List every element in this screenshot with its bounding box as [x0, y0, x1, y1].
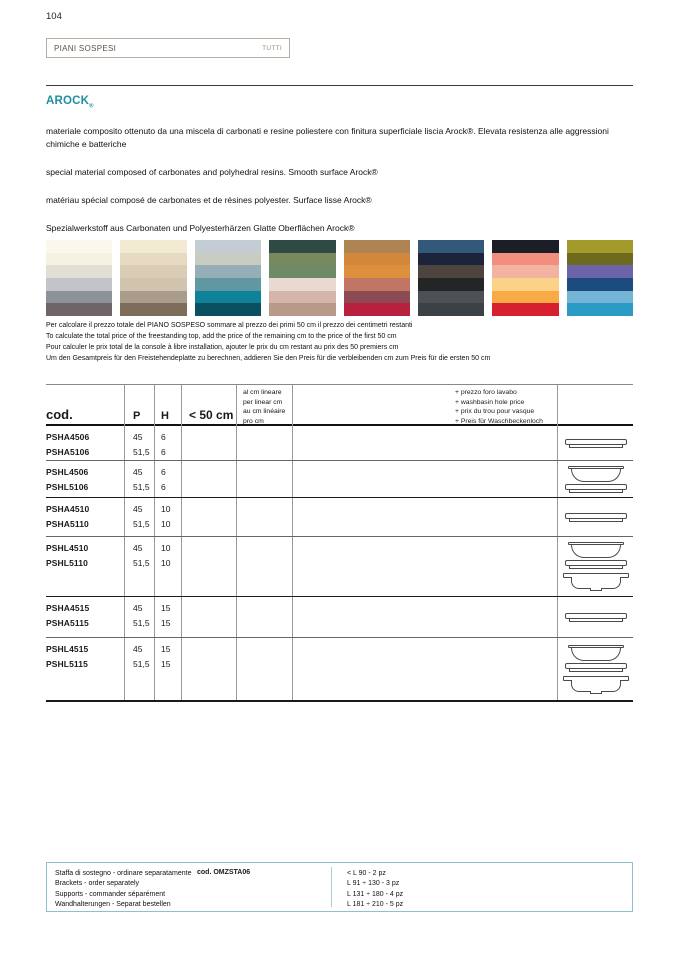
depth-value: 45	[133, 603, 143, 613]
color-swatch	[567, 278, 633, 291]
product-code: PSHA4510	[46, 504, 90, 514]
swatch-column-palette-7	[492, 240, 558, 316]
cod-cell	[46, 537, 125, 596]
price-under-50cm-cell	[182, 498, 237, 536]
category-box	[46, 38, 290, 58]
product-code: PSHA5110	[46, 519, 89, 529]
color-swatch	[46, 265, 112, 278]
height-cell	[155, 498, 182, 536]
bracket-note-line: Brackets - order separately	[55, 880, 140, 888]
height-value: 6	[161, 482, 166, 492]
price-per-linear-cm-cell	[237, 426, 293, 460]
table-row	[46, 596, 633, 637]
description-italian: materiale composito ottenuto da una miscela di carbonati e resine poliestere con finitura superficiale liscia Arock®. Elevata resistenza alle aggressioni chimiche e batteriche	[46, 126, 609, 149]
bracket-quantities	[347, 869, 403, 910]
product-code: PSHL4515	[46, 644, 89, 654]
top-slab-drawing	[565, 439, 627, 448]
color-swatch	[492, 253, 558, 266]
swatch-column-palette-4	[269, 240, 335, 316]
price-per-linear-cm-cell	[237, 638, 293, 700]
cod-cell	[46, 597, 125, 637]
color-swatch	[269, 278, 335, 291]
color-swatch	[269, 291, 335, 304]
color-swatch	[269, 253, 335, 266]
color-swatch	[195, 253, 261, 266]
washbasin-hole-line: + prix du trou pour vasque	[455, 408, 535, 415]
color-swatch	[567, 291, 633, 304]
bowl-body	[571, 545, 621, 558]
color-swatch	[269, 240, 335, 253]
color-swatch	[46, 303, 112, 316]
product-code: PSHL4506	[46, 467, 89, 477]
swatch-column-palette-5	[344, 240, 410, 316]
drawing-cell	[558, 537, 633, 596]
countertop-basin-drawing	[565, 542, 627, 569]
product-title	[46, 95, 94, 109]
column-header-depth: P	[125, 385, 155, 426]
undermount-basin-drawing	[563, 573, 629, 591]
height-cell	[155, 461, 182, 497]
column-header-cod: cod.	[46, 385, 125, 426]
color-swatch	[46, 253, 112, 266]
washbasin-hole-line: + washbasin hole price	[455, 398, 525, 406]
product-code: PSHA4515	[46, 603, 90, 613]
price-per-linear-cm-cell	[237, 537, 293, 596]
product-code: PSHL4510	[46, 543, 89, 553]
section-rule	[46, 85, 633, 86]
depth-cell	[125, 597, 155, 637]
price-under-50cm-cell	[182, 638, 237, 700]
color-swatch	[344, 253, 410, 266]
drain-notch	[590, 691, 602, 694]
product-code: PSHA4506	[46, 432, 90, 442]
washbasin-hole-price-cell	[293, 498, 558, 536]
bracket-note-line: Supports - commander séparément	[55, 890, 166, 898]
product-code: PSHA5106	[46, 447, 90, 457]
color-swatch	[120, 303, 186, 316]
brackets-notes	[55, 869, 191, 910]
depth-value: 51,5	[133, 519, 150, 529]
pricing-note-line: Per calcolare il prezzo totale del PIANO SOSPESO sommare al prezzo dei primi 50 cm il prezzo dei centimetri restanti	[46, 322, 413, 329]
depth-cell	[125, 498, 155, 536]
color-swatch	[344, 240, 410, 253]
drawing-cell	[558, 638, 633, 700]
swatch-column-palette-2	[120, 240, 186, 316]
color-swatch	[567, 303, 633, 316]
cod-cell	[46, 498, 125, 536]
depth-cell	[125, 638, 155, 700]
cod-cell	[46, 461, 125, 497]
depth-value: 51,5	[133, 659, 150, 669]
price-under-50cm-cell	[182, 597, 237, 637]
height-value: 6	[161, 447, 166, 457]
bracket-quantity-line: L 91 ÷ 130 - 3 pz	[347, 880, 400, 888]
top-slab-drawing	[565, 613, 627, 622]
color-swatch	[567, 265, 633, 278]
undermount-basin-drawing	[563, 676, 629, 694]
color-swatch	[344, 303, 410, 316]
color-swatch	[120, 240, 186, 253]
washbasin-hole-line: + prezzo foro lavabo	[455, 389, 517, 396]
drawing-cell	[558, 461, 633, 497]
slab-underside	[569, 445, 623, 448]
color-swatch	[46, 240, 112, 253]
table-row	[46, 497, 633, 536]
swatch-column-palette-1	[46, 240, 112, 316]
bracket-quantity-line: < L 90 - 2 pz	[347, 870, 386, 877]
color-swatch	[120, 253, 186, 266]
table-row	[46, 460, 633, 497]
bracket-quantity-line: L 131 ÷ 180 - 4 pz	[347, 890, 404, 898]
linear-cm-line: au cm linéaire	[243, 408, 286, 415]
table-row	[46, 426, 633, 460]
bowl-body	[571, 469, 621, 482]
bracket-code: cod. OMZSTA06	[197, 869, 251, 876]
column-header-height: H	[155, 385, 182, 426]
height-value: 15	[161, 618, 171, 628]
height-value: 15	[161, 644, 171, 654]
bracket-quantity-line: L 181 ÷ 210 - 5 pz	[347, 900, 404, 908]
washbasin-hole-price-cell	[293, 461, 558, 497]
cod-cell	[46, 638, 125, 700]
color-swatch	[418, 265, 484, 278]
color-swatch	[269, 265, 335, 278]
color-swatch	[418, 253, 484, 266]
brackets-info-box	[46, 862, 633, 912]
page-number: 104	[46, 11, 62, 22]
table-body	[46, 426, 633, 700]
color-swatch	[46, 291, 112, 304]
height-value: 10	[161, 558, 171, 568]
product-code: PSHL5106	[46, 482, 89, 492]
height-value: 10	[161, 543, 171, 553]
pricing-note-line: To calculate the total price of the freestanding top, add the price of the remaining cm to the price of the first 50 cm	[46, 333, 397, 340]
column-header-under-50cm: < 50 cm	[182, 385, 237, 426]
height-cell	[155, 597, 182, 637]
description-english: special material composed of carbonates and polyhedral resins. Smooth surface Arock®	[46, 167, 378, 177]
color-swatch	[195, 291, 261, 304]
description-french: matériau spécial composé de carbonates et de résines polyester. Surface lisse Arock®	[46, 195, 372, 205]
swatch-column-palette-3	[195, 240, 261, 316]
slab-underside	[569, 490, 623, 493]
color-swatch	[120, 291, 186, 304]
bracket-note-line: Wandhalterungen - Separat bestellen	[55, 900, 171, 908]
drawing-cell	[558, 426, 633, 460]
color-swatch	[120, 278, 186, 291]
color-swatch	[195, 278, 261, 291]
color-swatch	[492, 303, 558, 316]
category-title: PIANI SOSPESI	[54, 43, 117, 53]
slab-underside	[569, 669, 623, 672]
swatch-column-palette-6	[418, 240, 484, 316]
height-cell	[155, 638, 182, 700]
column-header-per-linear-cm	[237, 385, 293, 426]
slab-underside	[569, 619, 623, 622]
depth-cell	[125, 426, 155, 460]
color-swatch	[46, 278, 112, 291]
linear-cm-line: per linear cm	[243, 398, 283, 406]
color-swatch	[418, 303, 484, 316]
product-code: PSHL5110	[46, 558, 88, 568]
bracket-note-line: Staffa di sostegno - ordinare separatamente	[55, 870, 192, 877]
depth-value: 45	[133, 504, 143, 514]
product-code: PSHA5115	[46, 618, 89, 628]
color-swatch	[567, 240, 633, 253]
table-row	[46, 536, 633, 596]
color-swatch	[120, 265, 186, 278]
color-swatch	[567, 253, 633, 266]
depth-value: 45	[133, 432, 143, 442]
price-per-linear-cm-cell	[237, 498, 293, 536]
color-swatch	[195, 265, 261, 278]
color-swatch-grid	[46, 240, 633, 316]
washbasin-hole-price-cell	[293, 426, 558, 460]
table-header-row	[46, 385, 633, 426]
price-per-linear-cm-cell	[237, 597, 293, 637]
depth-value: 51,5	[133, 558, 150, 568]
product-name: AROCK	[46, 95, 90, 107]
height-cell	[155, 426, 182, 460]
color-swatch	[492, 240, 558, 253]
depth-value: 45	[133, 644, 143, 654]
linear-cm-line: pro cm	[243, 417, 264, 425]
color-swatch	[418, 240, 484, 253]
depth-cell	[125, 537, 155, 596]
price-under-50cm-cell	[182, 537, 237, 596]
color-swatch	[492, 291, 558, 304]
color-swatch	[492, 265, 558, 278]
color-swatch	[269, 303, 335, 316]
price-under-50cm-cell	[182, 426, 237, 460]
color-swatch	[344, 265, 410, 278]
pricing-note-line: Pour calculer le prix total de la console à libre installation, ajouter le prix du cm restant au prix des 50 premiers cm	[46, 344, 399, 351]
height-value: 10	[161, 504, 171, 514]
column-header-drawings	[558, 385, 633, 426]
category-scope-label: TUTTI	[262, 44, 282, 52]
footer-divider	[331, 867, 332, 907]
top-slab-drawing	[565, 513, 627, 522]
drawing-cell	[558, 597, 633, 637]
price-per-linear-cm-cell	[237, 461, 293, 497]
color-swatch	[195, 240, 261, 253]
depth-value: 51,5	[133, 447, 150, 457]
table-row	[46, 637, 633, 700]
height-value: 15	[161, 603, 171, 613]
linear-cm-line: al cm lineare	[243, 389, 282, 396]
color-swatch	[344, 278, 410, 291]
drain-notch	[590, 588, 602, 591]
color-swatch	[195, 303, 261, 316]
product-code: PSHL5115	[46, 659, 88, 669]
registered-mark: ®	[89, 103, 94, 110]
pricing-notes	[46, 320, 633, 364]
height-value: 6	[161, 467, 166, 477]
countertop-basin-drawing	[565, 466, 627, 493]
price-under-50cm-cell	[182, 461, 237, 497]
color-swatch	[344, 291, 410, 304]
washbasin-hole-price-cell	[293, 537, 558, 596]
cod-cell	[46, 426, 125, 460]
color-swatch	[492, 278, 558, 291]
depth-value: 51,5	[133, 618, 150, 628]
slab-underside	[569, 566, 623, 569]
depth-cell	[125, 461, 155, 497]
swatch-column-palette-8	[567, 240, 633, 316]
drawing-cell	[558, 498, 633, 536]
column-header-washbasin-hole	[293, 385, 558, 426]
color-swatch	[418, 278, 484, 291]
price-table	[46, 384, 633, 702]
color-swatch	[418, 291, 484, 304]
pricing-note-line: Um den Gesamtpreis für den Freistehendeplatte zu berechnen, addieren Sie den Preis für die verbleibenden cm zum Preis für die ersten 50 cm	[46, 355, 491, 362]
depth-value: 45	[133, 467, 143, 477]
description-german: Spezialwerkstoff aus Carbonaten und Polyesterhärzen Glatte Oberflächen Arock®	[46, 223, 355, 233]
height-value: 10	[161, 519, 171, 529]
slab-underside	[569, 519, 623, 522]
height-cell	[155, 537, 182, 596]
washbasin-hole-price-cell	[293, 638, 558, 700]
height-value: 15	[161, 659, 171, 669]
bowl-body	[571, 648, 621, 661]
washbasin-hole-line: + Preis für Waschbeckenloch	[455, 417, 543, 425]
washbasin-hole-price-cell	[293, 597, 558, 637]
depth-value: 45	[133, 543, 143, 553]
depth-value: 51,5	[133, 482, 150, 492]
height-value: 6	[161, 432, 166, 442]
countertop-basin-drawing	[565, 645, 627, 672]
